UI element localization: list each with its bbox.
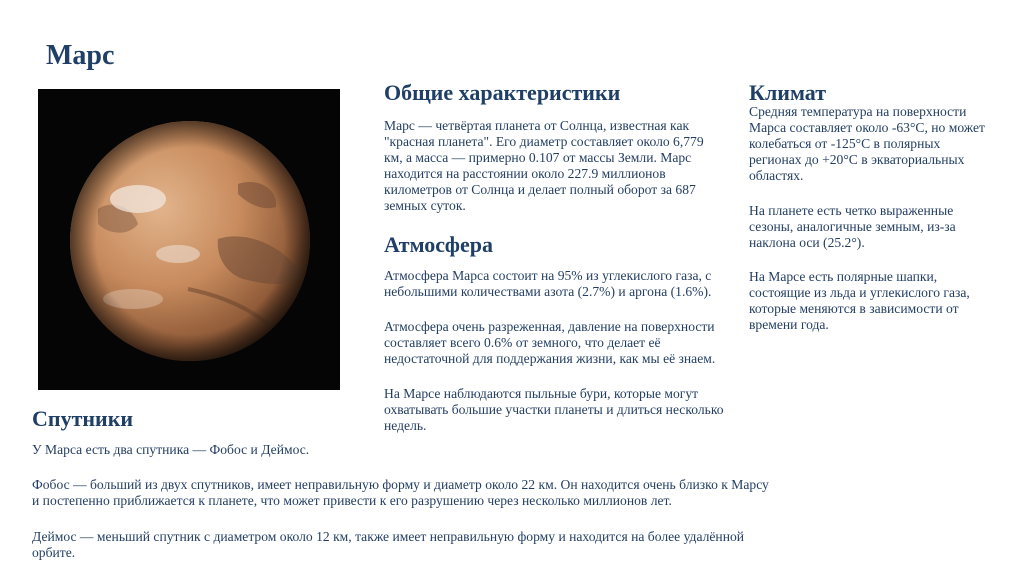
mars-planet-icon	[38, 89, 340, 390]
satellites-paragraph-2: Фобос — больший из двух спутников, имеет неправильную форму и диаметр около 22 км. Он находится очень близко к Марсу и постепенно приближается к планете, что может привести к его разрушению через несколько миллионов лет.	[32, 477, 769, 508]
atmosphere-paragraph-2: Атмосфера очень разреженная, давление на поверхности составляет всего 0.6% от земного, что делает её недостаточной для поддержания жизни, как мы её знаем.	[384, 319, 716, 366]
mars-photo	[38, 89, 340, 390]
atmosphere-paragraph-1: Атмосфера Марса состоит на 95% из углекислого газа, с небольшими количествами азота (2.7%) и аргона (1.6%).	[384, 268, 712, 299]
general-heading: Общие характеристики	[384, 80, 621, 105]
climate-heading: Климат	[749, 80, 827, 105]
climate-paragraph-2: На планете есть четко выраженные сезоны, аналогичные земным, из-за наклона оси (25.2°).	[749, 203, 956, 250]
satellites-paragraph-1: У Марса есть два спутника — Фобос и Деймос.	[32, 442, 310, 457]
atmosphere-heading: Атмосфера	[384, 232, 493, 257]
general-text: Марс — четвёртая планета от Солнца, известная как "красная планета". Его диаметр составляет около 6,779 км, а масса — примерно 0.107 от массы Земли. Марс находится на расстоянии около 227.9 миллионов километров от Солнца и делает полный оборот за 687 земных суток.	[384, 118, 704, 213]
satellites-paragraph-3: Деймос — меньший спутник с диаметром около 12 км, также имеет неправильную форму и находится на более удалённой орбите.	[32, 529, 745, 560]
climate-paragraph-1: Средняя температура на поверхности Марса составляет около -63°C, но может колебаться от -125°C в полярных регионах до +20°C в экваториальных областях.	[749, 104, 985, 183]
page-title: Марс	[46, 40, 115, 71]
atmosphere-paragraph-3: На Марсе наблюдаются пыльные бури, которые могут охватывать большие участки планеты и длиться несколько недель.	[384, 386, 724, 433]
climate-paragraph-3: На Марсе есть полярные шапки, состоящие из льда и углекислого газа, которые меняются в зависимости от времени года.	[749, 269, 970, 332]
satellites-heading: Спутники	[32, 406, 134, 431]
